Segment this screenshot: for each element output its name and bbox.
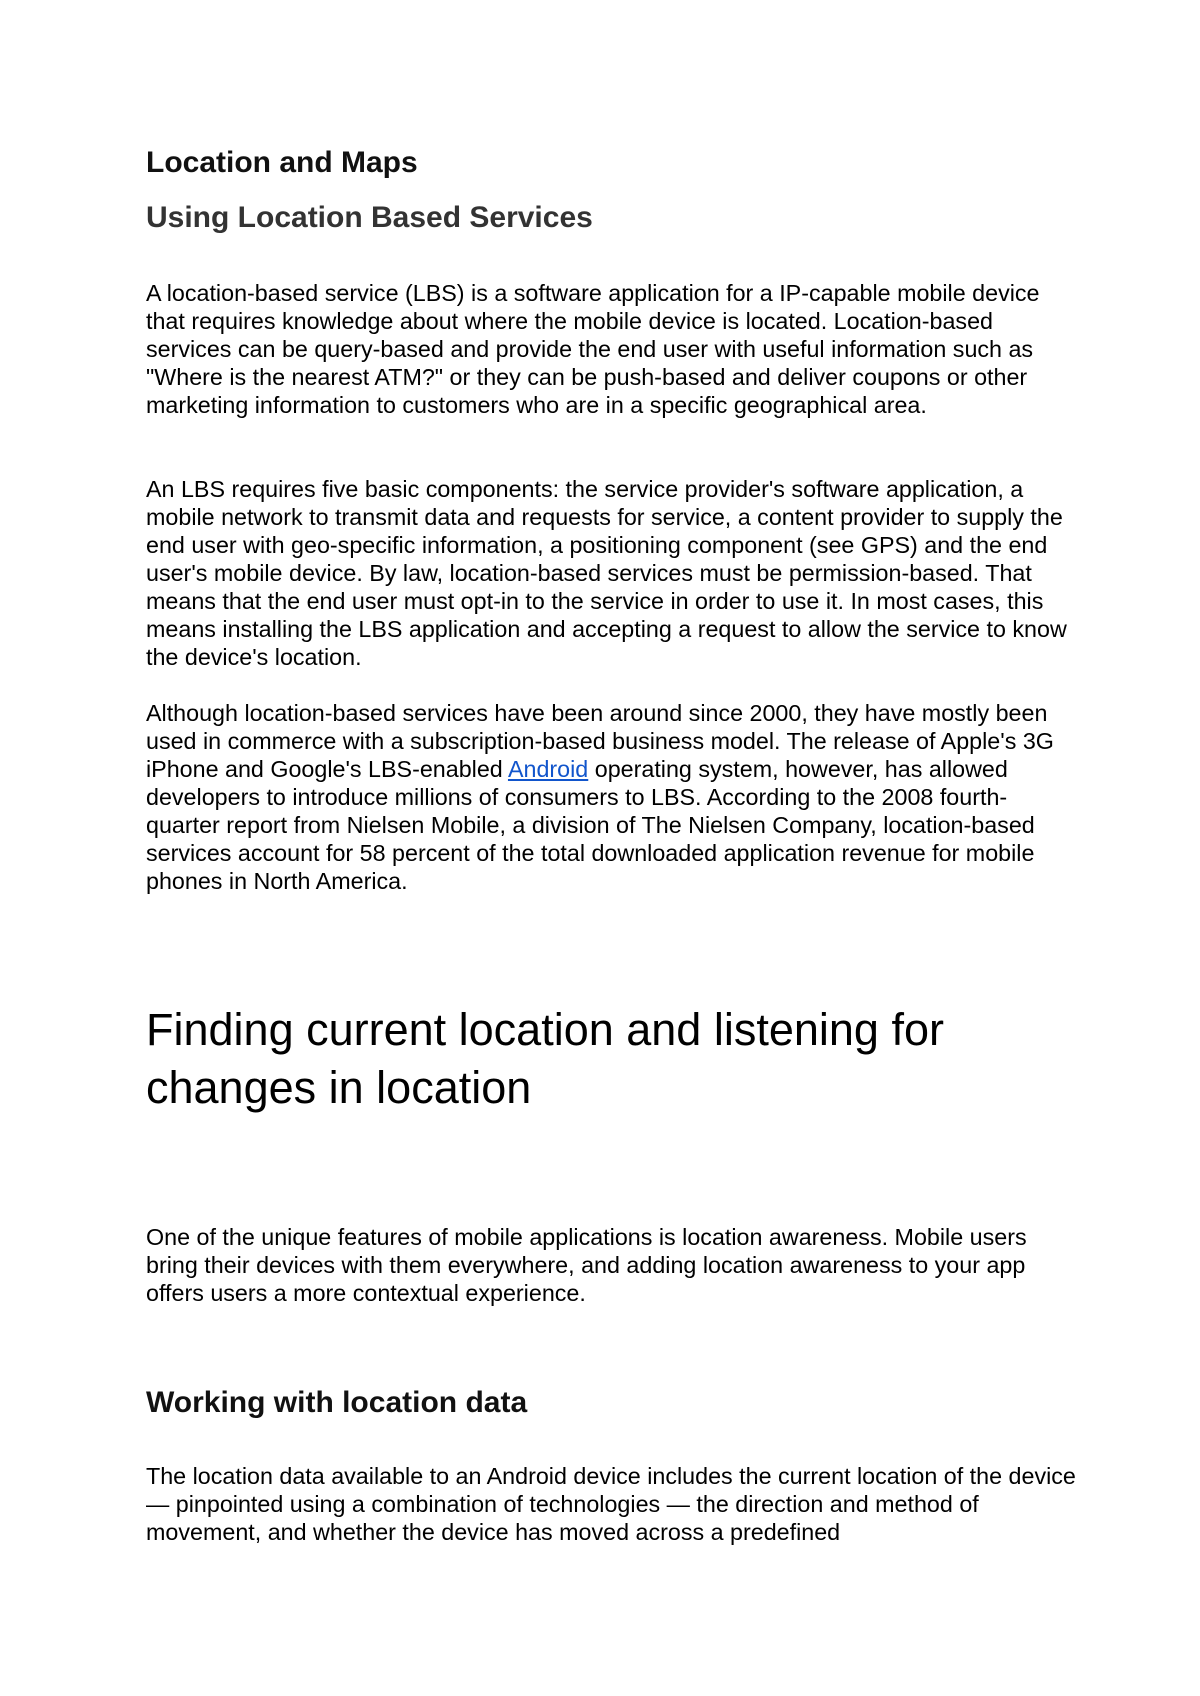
paragraph-lbs-history	[146, 699, 1076, 895]
paragraph-lbs-history-text-start: Although location-based services have been around since 2000, they have mostly been used in commerce with a subscription-based business model. The release of Apple's 3G iPhone and Google's LBS-enabled	[146, 700, 1054, 782]
paragraph-lbs-history-text-end: operating system, however, has allowed developers to introduce millions of consumers to LBS. According to the 2008 fourth-quarter report from Nielsen Mobile, a division of The Nielsen Company, location-based services account for 58 percent of the total downloaded application revenue for mobile phones in North America.	[146, 756, 1035, 894]
android-link[interactable]: Android	[507, 756, 589, 782]
paragraph-location-awareness: One of the unique features of mobile applications is location awareness. Mobile users bring their devices with them everywhere, and adding location awareness to your app offers users a more contextual experience.	[146, 1224, 1027, 1306]
paragraph-location-data: The location data available to an Android device includes the current location of the device — pinpointed using a combination of technologies — the direction and method of movement, and whether the device has moved across a predefined	[146, 1463, 1076, 1545]
large-heading-finding-location: Finding current location and listening for changes in location	[146, 1004, 944, 1113]
paragraph-lbs-components: An LBS requires five basic components: the service provider's software application, a mobile network to transmit data and requests for service, a content provider to supply the end user with geo-specific information, a positioning component (see GPS) and the end user's mobile device. By law, location-based services must be permission-based. That means that the end user must opt-in to the service in order to use it. In most cases, this means installing the LBS application and accepting a request to allow the service to know the device's location.	[146, 476, 1067, 670]
document-subtitle: Using Location Based Services	[146, 201, 593, 234]
document-title: Location and Maps	[146, 146, 418, 179]
paragraph-lbs-definition: A location-based service (LBS) is a software application for a IP-capable mobile device that requires knowledge about where the mobile device is located. Location-based services can be query-based and provide the end user with useful information such as "Where is the nearest ATM?" or they can be push-based and deliver coupons or other marketing information to customers who are in a specific geographical area.	[146, 280, 1040, 418]
section-heading-location-data: Working with location data	[146, 1386, 528, 1419]
